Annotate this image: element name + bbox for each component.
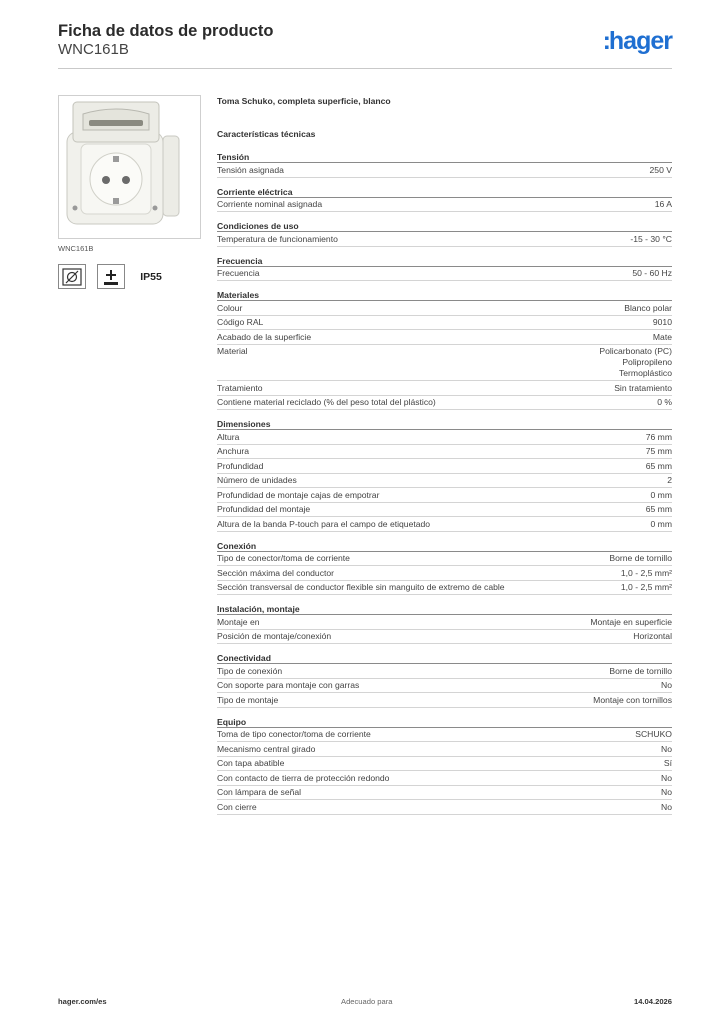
section-title: Materiales (217, 289, 672, 301)
spec-label: Con cierre (217, 801, 257, 812)
ip-rating-badge: IP55 (136, 264, 166, 289)
spec-label: Montaje en (217, 616, 260, 627)
spec-label: Contiene material reciclado (% del peso total del plástico) (217, 397, 436, 407)
spec-row (217, 664, 672, 679)
spec-label: Tipo de montaje (217, 694, 279, 705)
spec-row (217, 800, 672, 815)
spec-row (217, 630, 672, 645)
section-title: Dimensiones (217, 418, 672, 430)
spec-value: -15 - 30 °C (630, 233, 672, 244)
spec-value: Blanco polar (624, 302, 672, 313)
spec-value: 65 mm (645, 504, 672, 514)
spec-row (217, 232, 672, 247)
spec-value: 0 % (657, 397, 672, 407)
spec-label: Material (217, 346, 248, 356)
spec-label: Toma de tipo conector/toma de corriente (217, 729, 371, 739)
spec-label: Con soporte para montaje con garras (217, 680, 360, 690)
product-image (58, 95, 201, 239)
spec-label: Tipo de conexión (217, 665, 283, 676)
spec-value: Policarbonato (PC) Polipropileno Termoplástico (599, 346, 672, 378)
spec-row (217, 503, 672, 518)
spec-row (217, 459, 672, 474)
spec-value: 1,0 - 2,5 mm² (620, 582, 672, 592)
earthing-icon (97, 264, 125, 289)
spec-value: No (661, 743, 672, 754)
spec-row (217, 693, 672, 708)
spec-row (217, 728, 672, 743)
spec-label: Con tapa abatible (217, 758, 285, 768)
spec-label: Código RAL (217, 317, 264, 327)
spec-row (217, 581, 672, 596)
header-divider (58, 68, 672, 69)
spec-value: Borne de tornillo (609, 665, 672, 676)
spec-value: 9010 (652, 317, 672, 327)
spec-value: 75 mm (645, 446, 672, 456)
spec-label: Anchura (217, 446, 250, 456)
spec-row (217, 742, 672, 757)
spec-section (217, 603, 672, 644)
spec-label: Sección máxima del conductor (217, 567, 335, 578)
spec-section (217, 652, 672, 708)
spec-row (217, 488, 672, 503)
spec-row (217, 267, 672, 282)
spec-value: 250 V (649, 164, 672, 175)
section-title: Tensión (217, 151, 672, 163)
spec-label: Tratamiento (217, 382, 263, 393)
spec-row (217, 163, 672, 178)
spec-label: Tensión asignada (217, 164, 284, 175)
spec-row (217, 771, 672, 786)
spec-value: No (661, 787, 672, 797)
spec-section (217, 716, 672, 815)
spec-label: Posición de montaje/conexión (217, 631, 332, 641)
spec-row (217, 566, 672, 581)
footer-site-link[interactable]: hager.com/es (58, 997, 107, 1006)
spec-label: Frecuencia (217, 268, 260, 278)
spec-value: 50 - 60 Hz (632, 268, 672, 278)
spec-value: SCHUKO (635, 729, 672, 739)
spec-row (217, 517, 672, 532)
spec-value: Montaje en superficie (590, 616, 672, 627)
spec-section (217, 151, 672, 178)
image-caption: WNC161B (58, 244, 94, 253)
section-title: Conexión (217, 540, 672, 552)
spec-value: 76 mm (645, 431, 672, 442)
spec-row (217, 679, 672, 694)
spec-row (217, 316, 672, 331)
spec-value: 2 (667, 475, 672, 485)
child-protection-icon (58, 264, 86, 289)
footer-date: 14.04.2026 (633, 997, 672, 1006)
spec-label: Profundidad de montaje cajas de empotrar (217, 489, 380, 500)
section-title: Corriente eléctrica (217, 186, 672, 198)
spec-value: 16 A (654, 199, 672, 209)
section-title: Instalación, montaje (217, 603, 672, 615)
spec-label: Colour (217, 302, 243, 313)
spec-value: 65 mm (645, 460, 672, 471)
spec-label: Profundidad (217, 460, 264, 471)
spec-row (217, 757, 672, 772)
spec-row (217, 330, 672, 345)
spec-section (217, 540, 672, 596)
spec-row (217, 301, 672, 316)
spec-row (217, 474, 672, 489)
spec-value: No (661, 772, 672, 783)
spec-value: 0 mm (650, 489, 672, 500)
spec-content (217, 96, 672, 815)
spec-row (217, 430, 672, 445)
hager-logo[interactable]: :hager (602, 27, 672, 55)
spec-label: Altura (217, 431, 240, 442)
spec-sections (217, 151, 672, 815)
product-code: WNC161B (58, 41, 129, 58)
spec-value: Sin tratamiento (614, 382, 672, 393)
spec-row (217, 381, 672, 396)
spec-section (217, 418, 672, 532)
spec-label: Con lámpara de señal (217, 787, 302, 797)
spec-label: Sección transversal de conductor flexible sin manguito de extremo de cable (217, 582, 505, 592)
page-title: Ficha de datos de producto (58, 22, 274, 40)
spec-value: Borne de tornillo (609, 553, 672, 563)
section-title: Frecuencia (217, 255, 672, 267)
section-title: Condiciones de uso (217, 220, 672, 232)
spec-section (217, 220, 672, 247)
spec-row (217, 552, 672, 567)
spec-label: Mecanismo central girado (217, 743, 316, 754)
spec-section (217, 255, 672, 282)
spec-label: Tipo de conector/toma de corriente (217, 553, 350, 563)
spec-section (217, 289, 672, 410)
spec-label: Altura de la banda P-touch para el campo de etiquetado (217, 518, 431, 529)
certification-badges (58, 264, 166, 289)
product-description: Toma Schuko, completa superficie, blanco (217, 96, 391, 106)
page-header (58, 21, 273, 59)
spec-label: Corriente nominal asignada (217, 199, 323, 209)
spec-value: Sí (663, 758, 672, 768)
spec-value: Horizontal (633, 631, 672, 641)
spec-row (217, 345, 672, 382)
spec-section (217, 186, 672, 213)
spec-value: 0 mm (650, 518, 672, 529)
spec-label: Acabado de la superficie (217, 331, 312, 342)
spec-value: Montaje con tornillos (593, 694, 672, 705)
footer-note: Adecuado para (341, 997, 393, 1006)
spec-label: Profundidad del montaje (217, 504, 311, 514)
spec-row (217, 396, 672, 411)
section-title: Conectividad (217, 652, 672, 664)
spec-value: 1,0 - 2,5 mm² (620, 567, 672, 578)
characteristics-title: Características técnicas (217, 129, 316, 139)
spec-row (217, 615, 672, 630)
spec-row (217, 786, 672, 801)
spec-value: No (661, 801, 672, 812)
spec-row (217, 198, 672, 213)
spec-label: Temperatura de funcionamiento (217, 233, 338, 244)
section-title: Equipo (217, 716, 672, 728)
spec-row (217, 445, 672, 460)
spec-label: Con contacto de tierra de protección redondo (217, 772, 390, 783)
spec-label: Número de unidades (217, 475, 297, 485)
spec-value: No (661, 680, 672, 690)
spec-value: Mate (652, 331, 672, 342)
